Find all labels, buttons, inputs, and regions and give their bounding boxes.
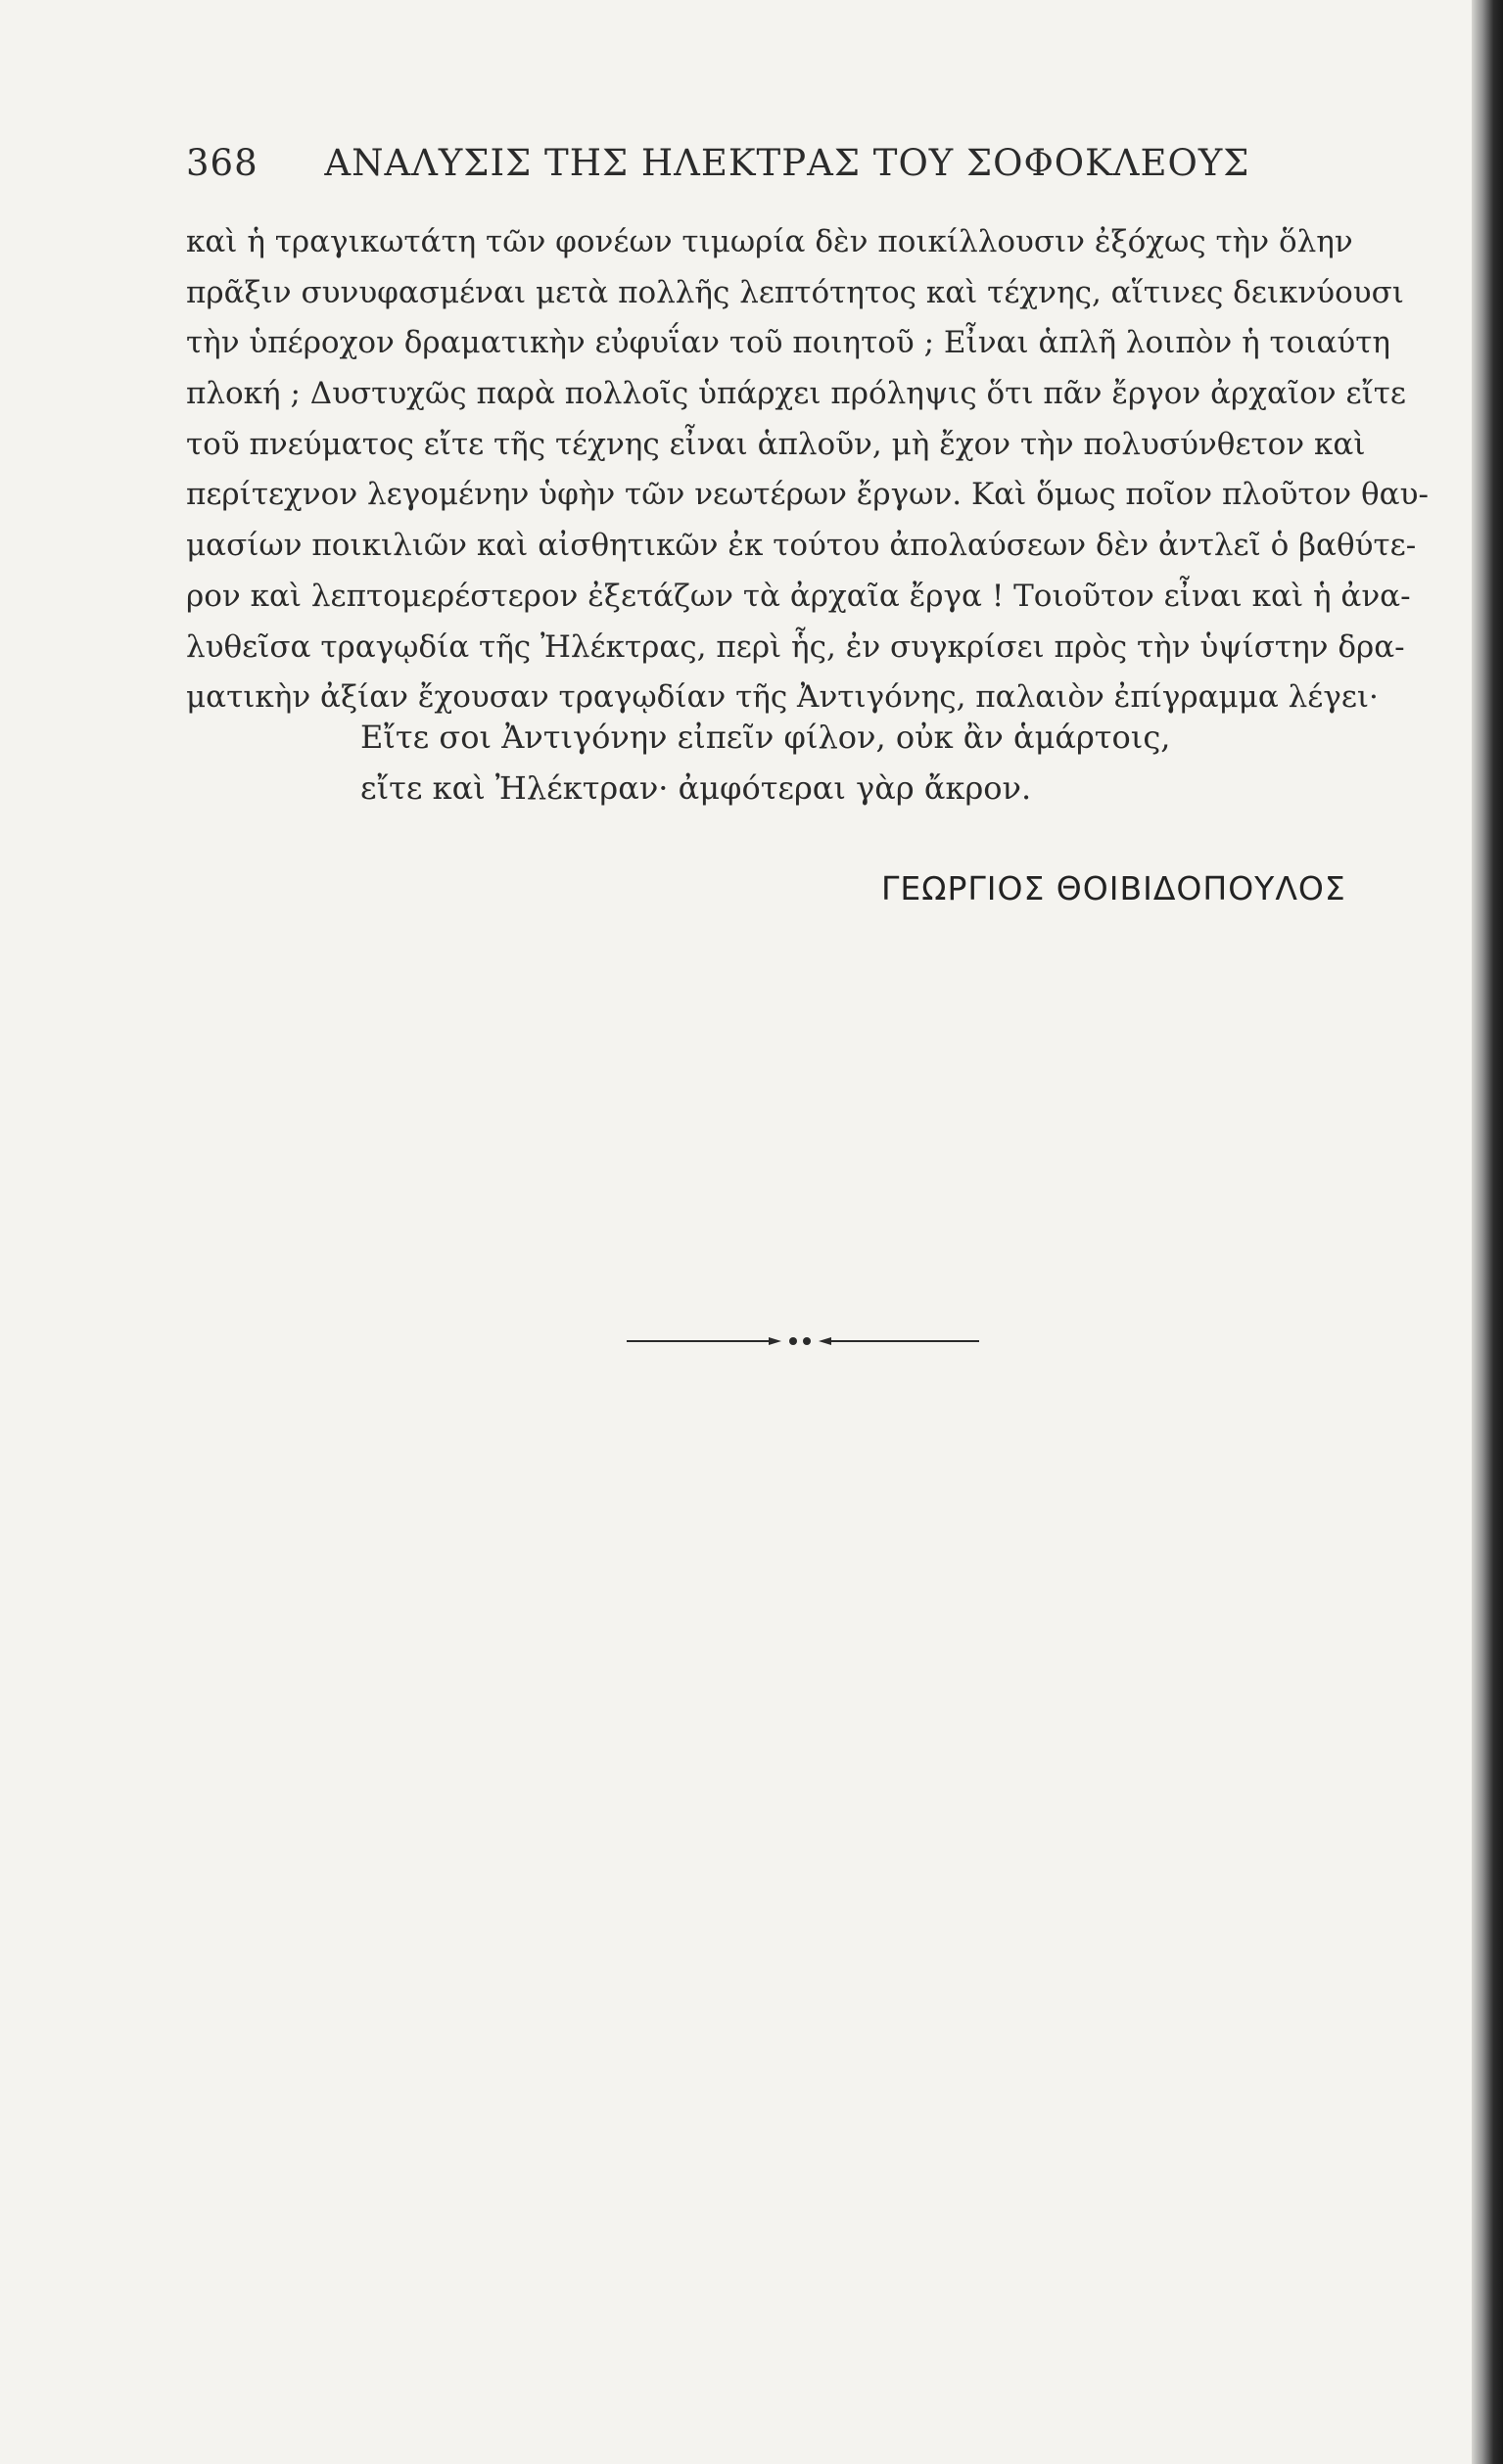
text-line: τὴν ὑπέροχον δραματικὴν εὐφυΐαν τοῦ ποιητοῦ ; Εἶναι ἁπλῆ λοιπὸν ἡ τοιαύτη (186, 325, 1390, 361)
author-signature: ΓΕΩΡΓΙΟΣ ΘΟΙΒΙΔΟΠΟΥΛΟΣ (881, 869, 1346, 907)
text-line: μασίων ποικιλιῶν καὶ αἰσθητικῶν ἐκ τούτου ἀπολαύσεων δὲν ἀντλεῖ ὁ βαθύτε- (186, 528, 1417, 564)
text-line: καὶ ἡ τραγικωτάτη τῶν φονέων τιμωρία δὲν ποικίλλουσιν ἐξόχως τὴν ὅλην (186, 224, 1353, 259)
text-line: πλοκή ; Δυστυχῶς παρὰ πολλοῖς ὑπάρχει πρόληψις ὅτι πᾶν ἔργον ἀρχαῖον εἴτε (186, 376, 1406, 412)
book-spine-shadow (1472, 0, 1503, 2464)
text-line: λυθεῖσα τραγῳδία τῆς Ἠλέκτρας, περὶ ἧς, ἐν συγκρίσει πρὸς τὴν ὑψίστην δρα- (186, 628, 1405, 665)
text-line: περίτεχνον λεγομένην ὑφὴν τῶν νεωτέρων ἔργων. Καὶ ὅμως ποῖον πλοῦτον θαυ- (186, 477, 1429, 513)
text-line: ρον καὶ λεπτομερέστερον ἐξετάζων τὰ ἀρχαῖα ἔργα ! Τοιοῦτον εἶναι καὶ ἡ ἀνα- (186, 578, 1411, 614)
divider-ornament (627, 1331, 979, 1351)
body-paragraph (186, 217, 1429, 723)
running-header (186, 142, 1249, 184)
text-line: τοῦ πνεύματος εἴτε τῆς τέχνης εἶναι ἁπλοῦν, μὴ ἔχον τὴν πολυσύνθετον καὶ (186, 426, 1366, 462)
verse-line: εἴτε καὶ Ἠλέκτραν· ἀμφότεραι γὰρ ἄκρον. (360, 769, 1032, 807)
text-line: πρᾶξιν συνυφασμέναι μετὰ πολλῆς λεπτότητος καὶ τέχνης, αἵτινες δεικνύουσι (186, 274, 1404, 310)
epigram-verse (360, 712, 1242, 814)
running-title: ΑΝΑΛΥΣΙΣ ΤΗΣ ΗΛΕΚΤΡΑΣ ΤΟΥ ΣΟΦΟΚΛΕΟΥΣ (324, 142, 1250, 184)
verse-line: Εἴτε σοι Ἀντιγόνην εἰπεῖν φίλον, οὐκ ἂν ἁμάρτοις, (360, 719, 1171, 756)
page-number: 368 (186, 142, 258, 184)
text-line: ματικὴν ἀξίαν ἔχουσαν τραγῳδίαν τῆς Ἀντιγόνης, παλαιὸν ἐπίγραμμα λέγει· (186, 679, 1379, 716)
